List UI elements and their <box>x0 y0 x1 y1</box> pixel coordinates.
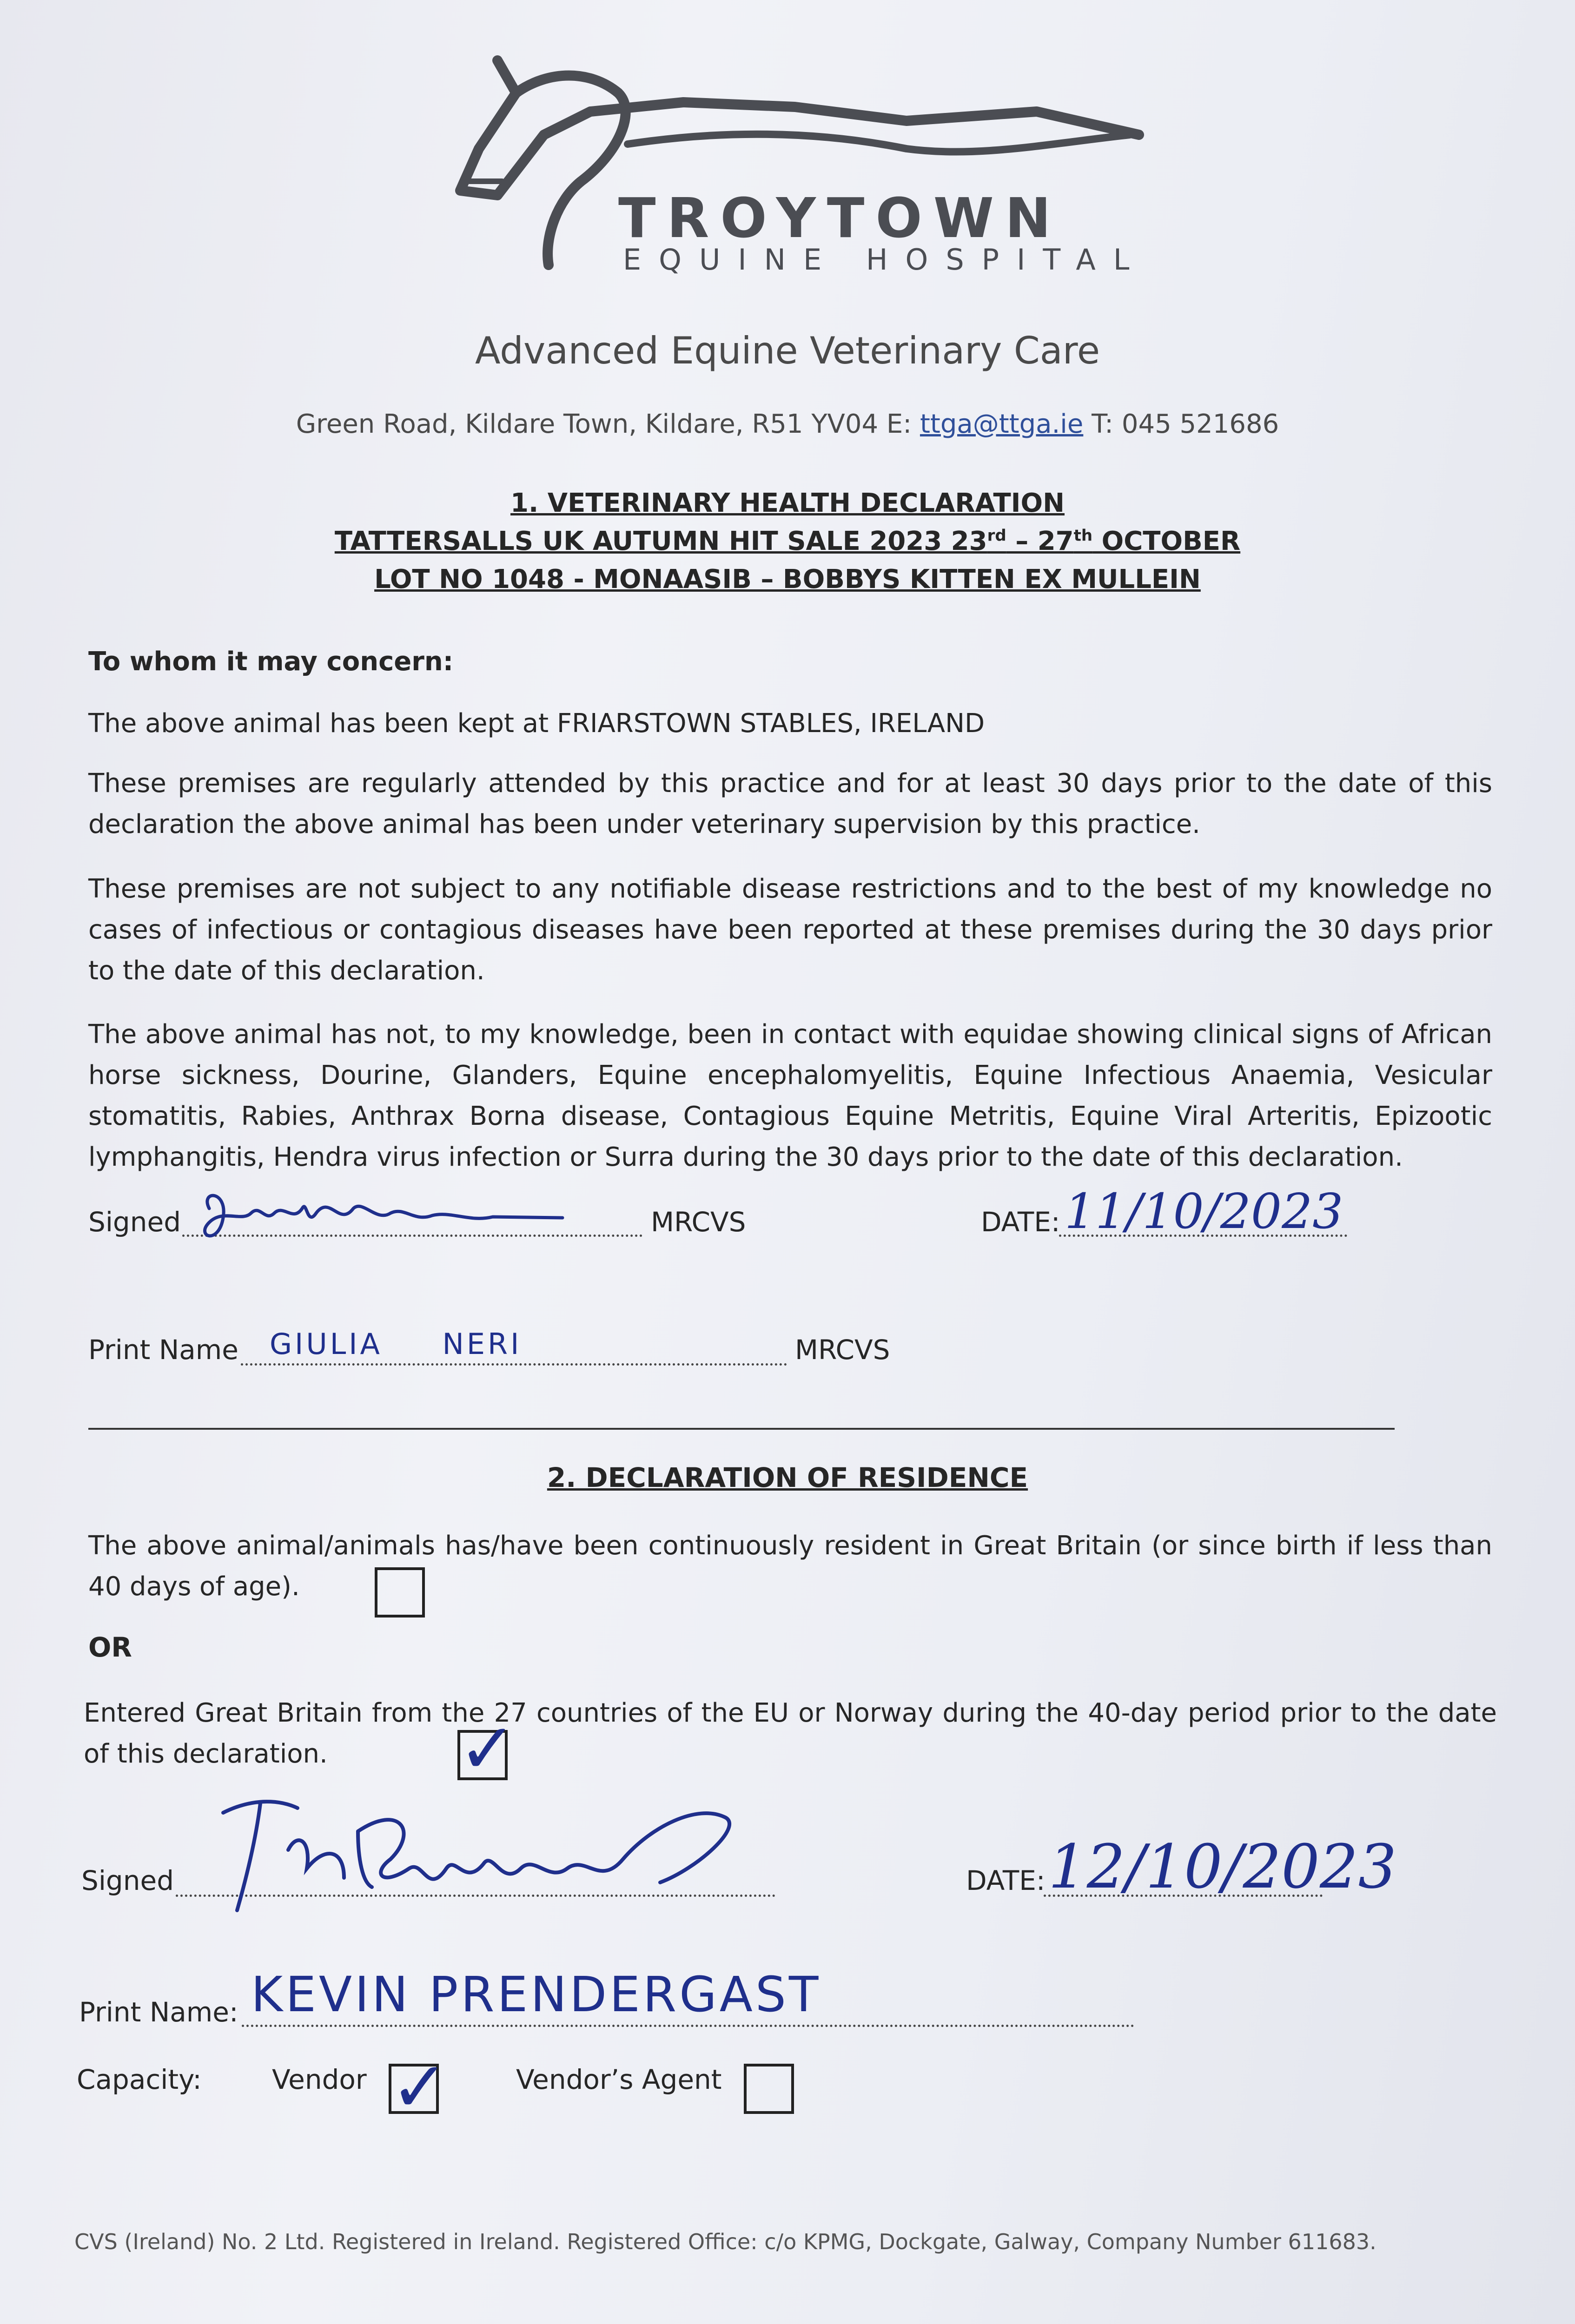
signed-label-1: Signed <box>88 1206 181 1238</box>
email-link[interactable]: ttga@ttga.ie <box>920 409 1084 439</box>
residence-option1-text: The above animal/animals has/have been continuously resident in Great Britain (or since birth if less than 40 days of age). <box>88 1531 1492 1602</box>
tagline: Advanced Equine Veterinary Care <box>475 329 1100 372</box>
paragraph-supervision: These premises are regularly attended by this practice and for at least 30 days prior to the date of this declaration the above animal has been under veterinary supervision by this practice. <box>88 768 1492 839</box>
greeting: To whom it may concern: <box>88 647 454 677</box>
print-name-value-1: GIULIA NERI <box>270 1327 522 1361</box>
sale-line-c: OCTOBER <box>1092 526 1241 556</box>
sale-line-a: TATTERSALLS UK AUTUMN HIT SALE 2023 23 <box>334 526 987 556</box>
section-divider <box>88 1428 1395 1430</box>
date-value-2: 12/10/2023 <box>1048 1831 1397 1902</box>
sale-sup-b: th <box>1073 526 1093 545</box>
residence-option1-checkbox[interactable] <box>375 1567 425 1618</box>
address-text: Green Road, Kildare Town, Kildare, R51 YV04 E: <box>296 409 920 439</box>
vendor-signature <box>205 1776 827 1915</box>
print-name-label-1: Print Name <box>88 1334 238 1366</box>
vendor-label: Vendor <box>272 2064 367 2095</box>
vendor-checkbox[interactable] <box>389 2047 449 2128</box>
paragraph-kept-at: The above animal has been kept at FRIARSTOWN STABLES, IRELAND <box>88 708 985 739</box>
paragraph-diseases: The above animal has not, to my knowledge, been in contact with equidae showing clinical signs of African horse sickness, Dourine, Glanders, Equine encephalomyelitis, Equine Infectious Anaemia, Vesicular stomatitis, Rabies, Anthrax Borna disease, Contagious Equine Metritis, Equine Viral Arteritis, Epizootic lymphangitis, Hendra virus infection or Surra during the 30 days prior to the date of this declaration. <box>88 1019 1492 1172</box>
brand-subtitle: EQUINE HOSPITAL <box>623 243 1147 277</box>
or-label: OR <box>88 1631 132 1663</box>
vendor-agent-label: Vendor’s Agent <box>516 2064 722 2095</box>
sale-line-b: – 27 <box>1006 526 1074 556</box>
footer-registration: CVS (Ireland) No. 2 Ltd. Registered in Ireland. Registered Office: c/o KPMG, Dockgate, Galway, Company Number 611683. <box>74 2229 1376 2254</box>
brand-name: TROYTOWN <box>618 186 1062 250</box>
checkmark-icon: ✓ <box>458 1709 517 1789</box>
phone-text: T: 045 521686 <box>1083 409 1279 439</box>
mrcvs-label-1: MRCVS <box>651 1206 746 1238</box>
print-name-label-2: Print Name: <box>79 1996 238 2028</box>
paragraph-restrictions: These premises are not subject to any notifiable disease restrictions and to the best of my knowledge no cases of infectious or contagious diseases have been reported at these premises during the 30 days prior to the date of this declaration. <box>88 874 1492 986</box>
vendor-agent-checkbox[interactable] <box>744 2064 794 2114</box>
residence-option2-checkbox[interactable] <box>457 1709 517 1789</box>
checkmark-icon: ✓ <box>390 2047 449 2128</box>
capacity-label: Capacity: <box>77 2064 202 2095</box>
section1-title: 1. VETERINARY HEALTH DECLARATION <box>510 488 1065 518</box>
sale-sup-a: rd <box>987 526 1006 545</box>
residence-option2-text: Entered Great Britain from the 27 countries of the EU or Norway during the 40-day period prior to the date of this declaration. <box>84 1698 1497 1769</box>
lot-line: LOT NO 1048 - MONAASIB – BOBBYS KITTEN EX MULLEIN <box>374 564 1201 594</box>
date-label-2: DATE: <box>966 1865 1046 1896</box>
address-line <box>0 409 1575 439</box>
mrcvs-label-2: MRCVS <box>795 1334 890 1366</box>
signed-label-2: Signed <box>81 1865 174 1896</box>
vet-signature <box>191 1181 572 1260</box>
sale-line <box>0 526 1575 556</box>
date-label-1: DATE: <box>981 1206 1060 1238</box>
date-value-1: 11/10/2023 <box>1065 1183 1343 1240</box>
section2-title: 2. DECLARATION OF RESIDENCE <box>547 1462 1028 1493</box>
print-name-value-2: KEVIN PRENDERGAST <box>251 1966 821 2023</box>
